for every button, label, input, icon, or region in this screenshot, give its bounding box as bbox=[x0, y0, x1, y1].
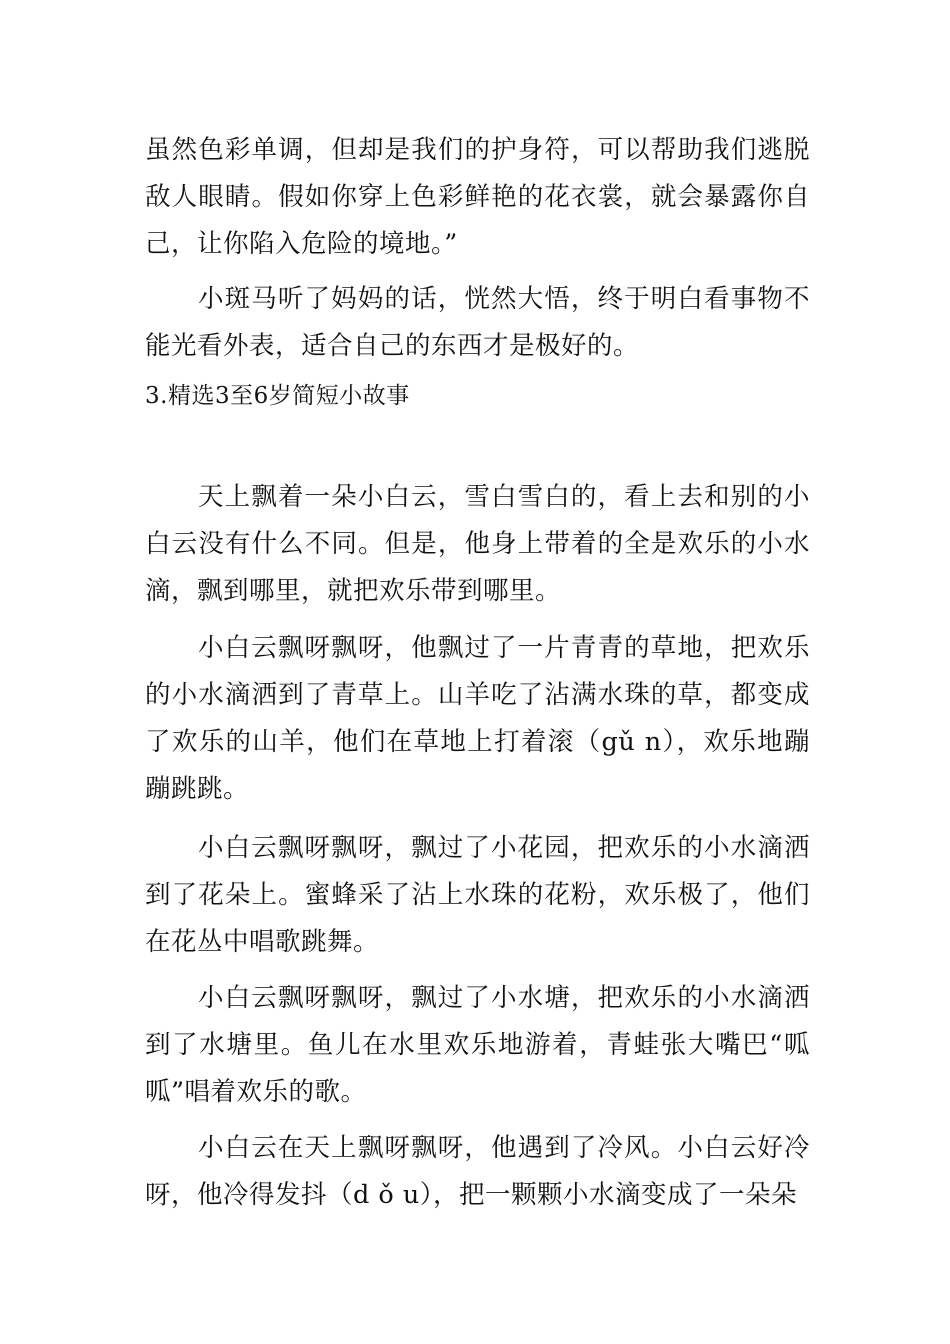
paragraph-cloud-grass: 小白云飘呀飘呀，他飘过了一片青青的草地，把欢乐的小水滴洒到了青草上。山羊吃了沾满水珠的草，都变成了欢乐的山羊，他们在草地上打着滚（gǔ n），欢乐地蹦蹦跳跳。 bbox=[145, 633, 810, 804]
paragraph-continued: 虽然色彩单调，但却是我们的护身符，可以帮助我们逃脱敌人眼睛。假如你穿上色彩鲜艳的花衣裳，就会暴露你自己，让你陷入危险的境地。” bbox=[145, 135, 810, 259]
paragraph-cloud-cold-wind: 小白云在天上飘呀飘呀，他遇到了冷风。小白云好冷呀，他冷得发抖（d ǒ u），把一颗颗小水滴变成了一朵朵 bbox=[145, 1133, 810, 1210]
paragraph-cloud-intro: 天上飘着一朵小白云，雪白雪白的，看上去和别的小白云没有什么不同。但是，他身上带着的全是欢乐的小水滴，飘到哪里，就把欢乐带到哪里。 bbox=[145, 482, 810, 606]
paragraph-zebra-ending: 小斑马听了妈妈的话，恍然大悟，终于明白看事物不能光看外表，适合自己的东西才是极好的。 bbox=[145, 284, 810, 361]
paragraph-cloud-pond: 小白云飘呀飘呀，飘过了小水塘，把欢乐的小水滴洒到了水塘里。鱼儿在水里欢乐地游着，青蛙张大嘴巴“呱呱”唱着欢乐的歌。 bbox=[145, 983, 810, 1107]
paragraph-cloud-garden: 小白云飘呀飘呀，飘过了小花园，把欢乐的小水滴洒到了花朵上。蜜蜂采了沾上水珠的花粉，欢乐极了，他们在花丛中唱歌跳舞。 bbox=[145, 833, 810, 957]
section-heading: 3.精选3至6岁简短小故事 bbox=[145, 383, 410, 409]
